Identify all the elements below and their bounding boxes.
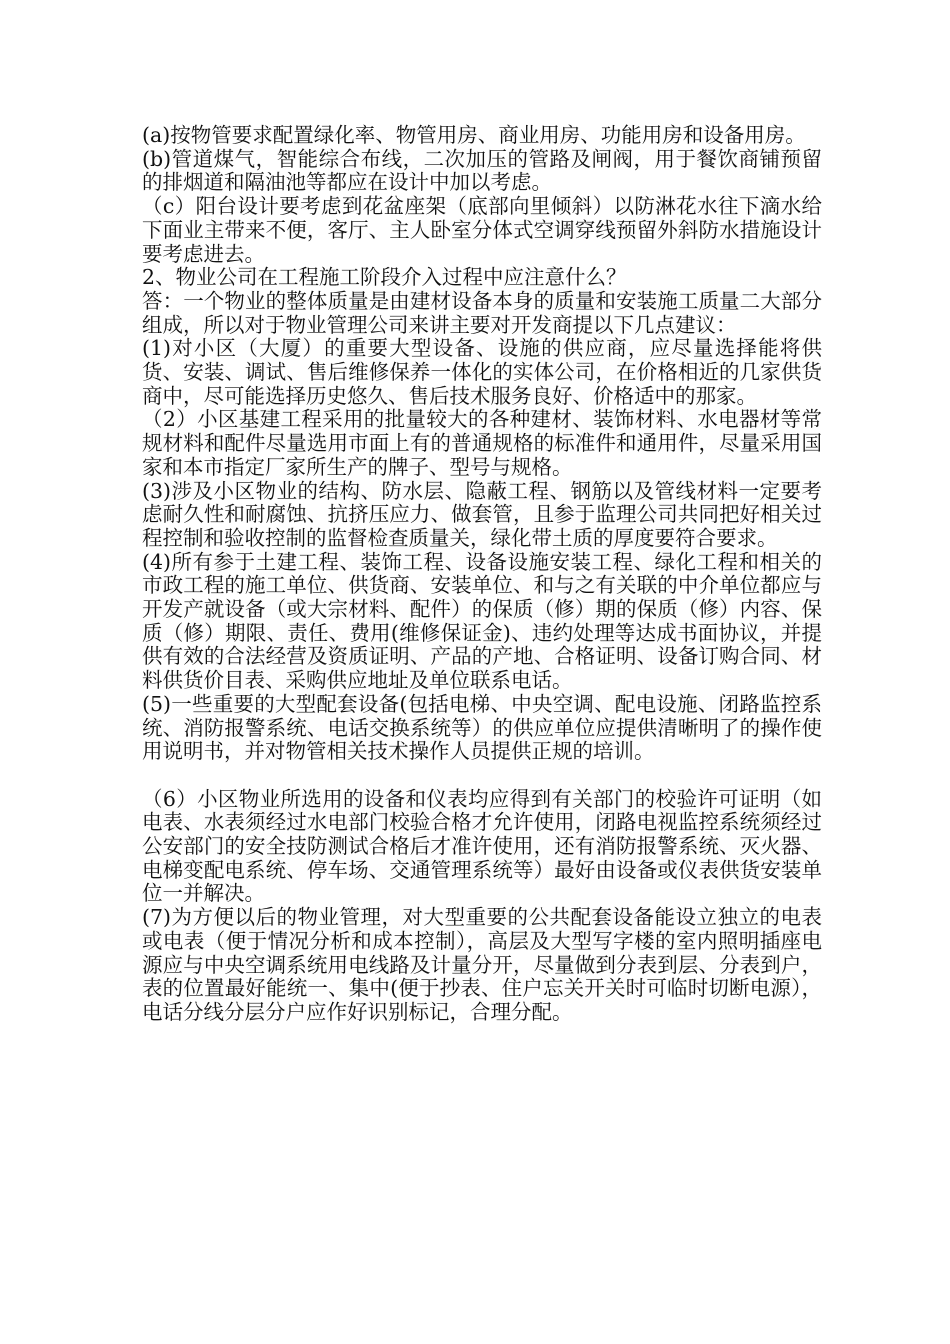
item-4: (4)所有参于土建工程、装饰工程、设备设施安装工程、绿化工程和相关的市政工程的施工单位、供货商、安装单位、和与之有关联的中介单位都应与开发产就设备（或大宗材料、配件）的保质（修）期的保质（修）内容、保质（修）期限、责任、费用(维修保证金)、违约处理等达成书面协议，并提供有效的合法经营及资质证明、产品的产地、合格证明、设备订购合同、材料供货价目表、采购供应地址及单位联系电话。 — [142, 549, 822, 693]
item-1: (1)对小区（大厦）的重要大型设备、设施的供应商，应尽量选择能将供货、安装、调试、售后维修保养一体化的实体公司，在价格相近的几家供货商中，尽可能选择历史悠久、售后技术服务良好、价格适中的那家。 — [142, 336, 822, 408]
paragraph-b: (b)管道煤气，智能综合布线，二次加压的管路及闸阀，用于餐饮商铺预留的排烟道和隔油池等都应在设计中加以考虑。 — [142, 146, 822, 195]
item-6: （6）小区物业所选用的设备和仪表均应得到有关部门的校验许可证明（如电表、水表须经过水电部门校验合格才允许使用，闭路电视监控系统须经过公安部门的安全技防测试合格后才准许使用，还有消防报警系统、灭火器、电梯变配电系统、停车场、交通管理系统等）最好由设备或仪表供货安装单位一并解决。 — [142, 786, 822, 906]
paragraph-a: (a)按物管要求配置绿化率、物管用房、商业用房、功能用房和设备用房。 — [142, 123, 806, 147]
blank-line — [142, 764, 822, 788]
question-heading: 2、物业公司在工程施工阶段介入过程中应注意什么？ — [142, 265, 627, 290]
paragraph-c: （c）阳台设计要考虑到花盆座架（底部向里倾斜）以防淋花水往下滴水给下面业主带来不便，客厅、主人卧室分体式空调穿线预留外斜防水措施设计要考虑进去。 — [142, 194, 822, 266]
item-5: (5)一些重要的大型配套设备(包括电梯、中央空调、配电设施、闭路监控系统、消防报警系统、电话交换系统等）的供应单位应提供清晰明了的操作使用说明书，并对物管相关技术操作人员提供正规的培训。 — [142, 691, 822, 764]
item-7: (7)为方便以后的物业管理，对大型重要的公共配套设备能设立独立的电表或电表（便于情况分析和成本控制），高层及大型写字楼的室内照明插座电源应与中央空调系统用电线路及计量分开，尽量做到分表到层、分表到户，表的位置最好能统一、集中(便于抄表、住户忘关开关时可临时切断电源），电话分线分层分户应作好识别标记，合理分配。 — [142, 905, 822, 1024]
item-2: （2）小区基建工程采用的批量较大的各种建材、装饰材料、水电器材等常规材料和配件尽量选用市面上有的普通规格的标准件和通用件，尽量采用国家和本市指定厂家所生产的牌子、型号与规格。 — [142, 407, 822, 479]
answer-intro: 答：一个物业的整体质量是由建材设备本身的质量和安装施工质量二大部分组成，所以对于物业管理公司来讲主要对开发商提以下几点建议： — [142, 288, 822, 337]
item-3: (3)涉及小区物业的结构、防水层、隐蔽工程、钢筋以及管线材料一定要考虑耐久性和耐腐蚀、抗挤压应力、做套管，且参于监理公司共同把好相关过程控制和验收控制的监督检查质量关，绿化带土质的厚度要符合要求。 — [142, 478, 822, 550]
document-body — [142, 124, 822, 1025]
